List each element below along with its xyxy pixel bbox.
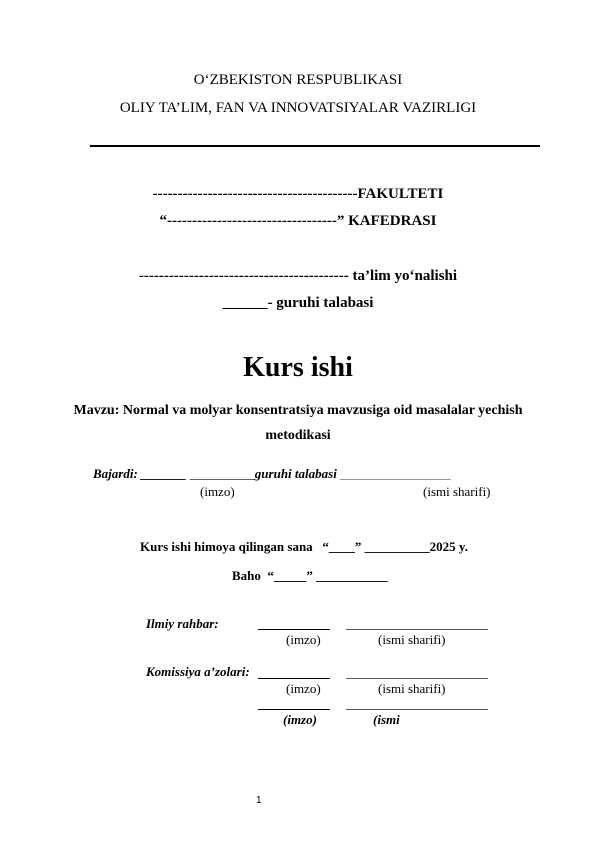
- faculty-line: -----------------------------------------FAKULTETI: [152, 186, 444, 202]
- commission-name-caption-1: (ismi sharifi): [378, 681, 446, 696]
- topic-line-2: metodikasi: [265, 428, 331, 443]
- department-line: “----------------------------------” KAFEDRASI: [159, 213, 437, 229]
- supervisor-signature-line: [258, 629, 330, 630]
- commission-name-caption-2: (ismi: [373, 712, 400, 727]
- commission-label: Komissiya a’zolari:: [146, 664, 250, 679]
- commission-signature-line-2: [258, 709, 330, 710]
- ministry-country: O‘ZBEKISTON RESPUBLIKASI: [193, 72, 403, 88]
- ministry-name: OLIY TA’LIM, FAN VA INNOVATSIYALAR VAZIRLIGI: [119, 100, 477, 116]
- commission-name-line-1: [346, 678, 488, 679]
- completed-name-caption: (ismi sharifi): [423, 484, 491, 499]
- supervisor-name-line: [346, 629, 488, 630]
- commission-signature-line-1: [258, 678, 330, 679]
- page-number: 1: [256, 795, 262, 806]
- commission-signature-caption-1: (imzo): [286, 681, 321, 696]
- completed-signature-caption: (imzo): [200, 484, 235, 499]
- defense-date-line: Kurs ishi himoya qilingan sana “____” __________2025 y.: [140, 539, 468, 554]
- commission-name-line-2: [346, 709, 488, 710]
- document-title: Kurs ishi: [243, 352, 353, 383]
- supervisor-label: Ilmiy rahbar:: [146, 616, 219, 631]
- direction-line: ------------------------------------------ ta’lim yo‘nalishi: [138, 268, 458, 284]
- topic-line-1: Mavzu: Normal va molyar konsentratsiya mavzusiga oid masalalar yechish: [73, 403, 523, 418]
- completed-by-line: Bajardi: _______ __________guruhi talabasi _________________: [93, 466, 451, 481]
- header-divider: [90, 145, 540, 147]
- grade-line: Baho “_____” ___________: [232, 568, 388, 583]
- supervisor-name-caption: (ismi sharifi): [378, 632, 446, 647]
- commission-signature-caption-2: (imzo): [283, 712, 317, 727]
- supervisor-signature-caption: (imzo): [286, 632, 321, 647]
- group-line: ______- guruhi talabasi: [222, 295, 374, 311]
